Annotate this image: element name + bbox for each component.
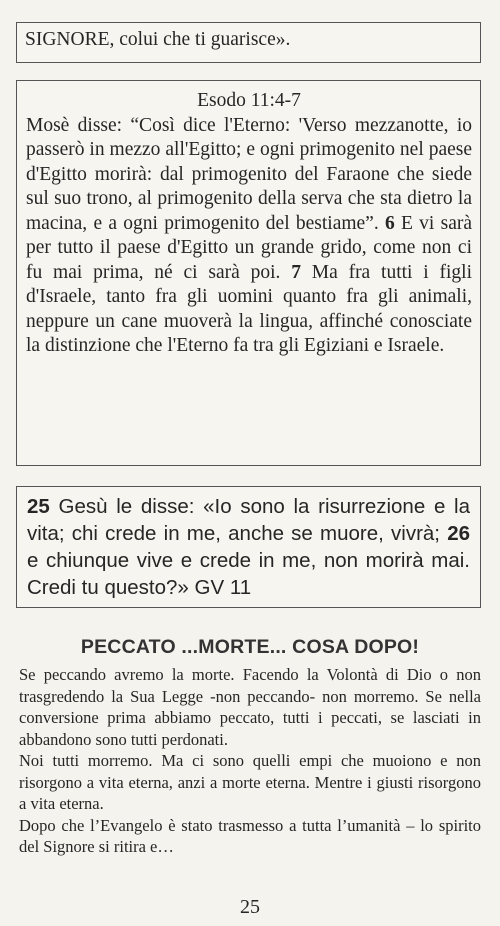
scripture-box-john bbox=[16, 486, 481, 608]
quote-continuation-text: SIGNORE, colui che ti guarisce». bbox=[25, 29, 291, 50]
section-title: PECCATO ...MORTE... COSA DOPO! bbox=[80, 636, 420, 658]
verse-4-text: Mosè disse: “Così dice l'Eterno: 'Verso mezzanotte, io passerò in mezzo all'Egitto; e ogni primogenito nel paese d'Egitto morirà: dal primogenito del Faraone che siede sul suo trono, al primogenito della serva che sta dietro la macina, e a ogni primogenito del bestiame”. bbox=[26, 114, 472, 234]
scripture-reference: Esodo 11:4-7 bbox=[197, 90, 301, 111]
quote-box-continuation bbox=[16, 22, 481, 63]
verse-number-26: 26 bbox=[447, 522, 470, 545]
verse-number-7: 7 bbox=[291, 261, 301, 283]
verse-7-text: Ma fra tutti i figli d'Israele, tanto fra gli uomini quanto fra gli animali, neppure un cane muoverà la lingua, affinché conosciate la distinzione che l'Eterno fa tra gli Egiziani e Israele. bbox=[26, 261, 472, 356]
verse-26-text: e chiunque vive e crede in me, non morirà mai. Credi tu questo?» GV 11 bbox=[27, 549, 470, 599]
article-body bbox=[19, 664, 481, 858]
verse-number-25: 25 bbox=[27, 495, 50, 518]
scripture-box-exodus bbox=[16, 80, 481, 466]
verse-6-text: E vi sarà per tutto il paese d'Egitto un grande grido, come non ci fu mai prima, né ci sarà poi. bbox=[26, 212, 472, 283]
article-paragraph-3: Dopo che l’Evangelo è stato trasmesso a tutta l’umanità – lo spirito del Signore si ritira e… bbox=[19, 815, 481, 856]
verse-25-text: Gesù le disse: «Io sono la risurrezione e la vita; chi crede in me, anche se muore, vivrà; bbox=[27, 495, 470, 545]
article-paragraph-1: Se peccando avremo la morte. Facendo la Volontà di Dio o non trasgredendo la Sua Legge -non peccando- non morremo. Se nella conversione prima abbiamo peccato, tutti i peccati, se lasciati in abbandono sono tutti perdonati. bbox=[19, 665, 481, 749]
article-paragraph-2: Noi tutti morremo. Ma ci sono quelli empi che muoiono e non risorgono a vita eterna, anzi a morte eterna. Mentre i giusti risorgono a vita eterna. bbox=[19, 751, 481, 813]
page-number: 25 bbox=[240, 896, 260, 918]
scripture-body bbox=[26, 114, 472, 359]
verse-number-6: 6 bbox=[384, 212, 395, 234]
